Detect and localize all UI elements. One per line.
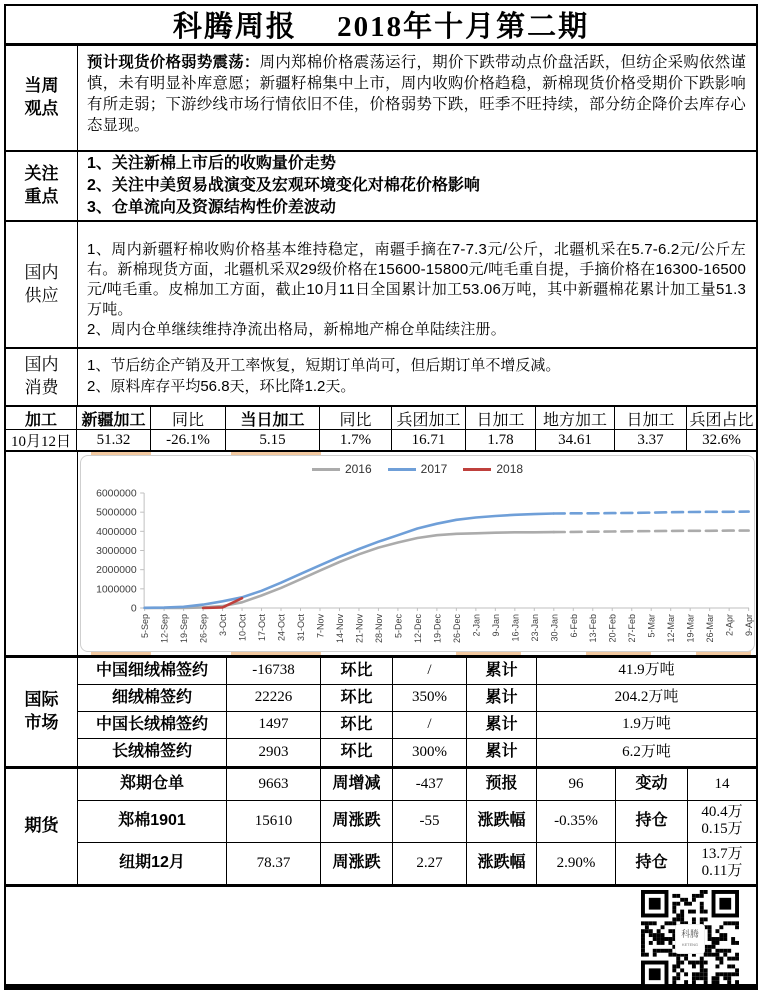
fut-cell: 14 <box>688 769 756 801</box>
proc-header: 加工 <box>6 407 77 430</box>
intl-cell: -16738 <box>227 658 321 685</box>
svg-text:19-Mar: 19-Mar <box>685 614 696 643</box>
fut-cell: -55 <box>393 801 467 843</box>
proc-cell: 51.32 <box>77 430 151 450</box>
supply-item: 1、周内新疆籽棉收购价格基本维持稳定，南疆手摘在7-7.3元/公斤，北疆机采在5.7-6.2元/公斤左右。新棉现货方面，北疆机采双29级价格在15600-15800元/吨毛重自提，手摘价格在16300-16500元/吨毛重。皮棉加工方面，截止10月11日全国累计加工53.06万吨，其中新疆棉花累计加工量51.3万吨。 <box>87 241 746 318</box>
label-domestic-supply: 国内供应 <box>6 222 78 347</box>
futures-table <box>78 769 756 884</box>
svg-text:6-Feb: 6-Feb <box>568 614 579 638</box>
svg-text:10-Oct: 10-Oct <box>237 614 248 642</box>
svg-text:1000000: 1000000 <box>96 584 137 596</box>
intl-cell: 环比 <box>321 739 393 766</box>
fut-cell: 周增减 <box>321 769 393 801</box>
svg-text:2-Jan: 2-Jan <box>471 614 482 637</box>
proc-cell: 32.6% <box>702 431 741 448</box>
proc-cell: 5.15 <box>226 430 320 450</box>
intl-cell: 204.2万吨 <box>537 685 756 712</box>
fut-cell: -0.35% <box>537 801 616 843</box>
intl-cell: 中国细绒棉签约 <box>78 658 227 685</box>
section-focus-points <box>6 152 756 222</box>
legend-item-2018: 2018 <box>463 462 523 476</box>
intl-cell: 中国长绒棉签约 <box>78 712 227 739</box>
label-international-market: 国际市场 <box>6 658 78 766</box>
proc-header: 同比 <box>320 407 392 430</box>
intl-cell: 细绒棉签约 <box>78 685 227 712</box>
chart-area <box>78 452 756 655</box>
svg-text:5-Sep: 5-Sep <box>140 614 151 639</box>
svg-text:3000000: 3000000 <box>96 545 137 558</box>
footer <box>6 887 756 984</box>
processing-table <box>6 407 756 452</box>
section-futures <box>6 769 756 887</box>
svg-text:3-Oct: 3-Oct <box>218 614 229 637</box>
svg-text:12-Dec: 12-Dec <box>412 614 423 644</box>
fut-cell: 2.27 <box>393 843 467 885</box>
svg-text:30-Jan: 30-Jan <box>549 614 560 642</box>
fut-cell: 9663 <box>227 769 321 801</box>
fut-cell: 纽期12月 <box>78 843 227 885</box>
svg-text:28-Nov: 28-Nov <box>373 614 384 644</box>
label-weekly-viewpoint: 当周观点 <box>6 46 78 150</box>
svg-text:16-Jan: 16-Jan <box>510 614 521 642</box>
focus-item: 2、关注中美贸易战演变及宏观环境变化对棉花价格影响 <box>87 177 480 194</box>
proc-header: 新疆加工 <box>77 407 151 430</box>
section-weekly-viewpoint <box>6 46 756 152</box>
intl-cell: 41.9万吨 <box>537 658 756 685</box>
intl-cell: 累计 <box>467 658 537 685</box>
svg-text:7-Nov: 7-Nov <box>315 614 326 639</box>
svg-text:26-Dec: 26-Dec <box>451 614 462 644</box>
report-frame <box>4 4 758 990</box>
svg-text:2-Apr: 2-Apr <box>724 614 735 637</box>
proc-header: 当日加工 <box>226 407 320 430</box>
proc-header: 日加工 <box>615 407 687 430</box>
svg-text:23-Jan: 23-Jan <box>529 614 540 642</box>
fut-cell: -437 <box>393 769 467 801</box>
legend-swatch-2018 <box>463 468 491 471</box>
svg-text:26-Mar: 26-Mar <box>705 614 716 643</box>
fut-cell: 96 <box>537 769 616 801</box>
intl-cell: / <box>393 712 467 739</box>
focus-item: 1、关注新棉上市后的收购量价走势 <box>87 155 336 172</box>
proc-cell: -26.1% <box>151 430 226 450</box>
fut-cell: 15610 <box>227 801 321 843</box>
section-domestic-supply <box>6 222 756 349</box>
svg-text:27-Feb: 27-Feb <box>627 614 638 643</box>
fut-cell: 涨跌幅 <box>467 801 537 843</box>
intl-cell: 累计 <box>467 712 537 739</box>
svg-text:17-Oct: 17-Oct <box>257 614 268 642</box>
weekly-viewpoint-body <box>78 46 756 150</box>
viewpoint-text: 周内郑棉价格震荡运行，期价下跌带动点价盘活跃，但纺企采购依然谨慎，未有明显补库意愿；新疆籽棉集中上市，周内收购价格趋稳，新棉现货价格受期价下跌影响有所走弱；下游纱线市场行情依旧不佳，价格弱势下跌，旺季不旺持续，部分纺企降价去库存心态显现。 <box>87 54 746 134</box>
fut-cell-position: 40.4万 0.15万 <box>688 801 756 843</box>
svg-text:KETENG: KETENG <box>681 941 699 947</box>
intl-cell: / <box>393 658 467 685</box>
intl-cell: 环比 <box>321 712 393 739</box>
intl-cell: 350% <box>393 685 467 712</box>
svg-text:4000000: 4000000 <box>96 526 137 538</box>
legend-swatch-2017 <box>388 468 416 471</box>
svg-text:14-Nov: 14-Nov <box>334 614 345 644</box>
proc-cell: 1.7% <box>320 430 392 450</box>
svg-text:5-Dec: 5-Dec <box>393 614 404 639</box>
proc-header: 同比 <box>151 407 226 430</box>
fut-cell: 郑棉1901 <box>78 801 227 843</box>
proc-header: 地方加工 <box>536 407 615 430</box>
fut-cell: 2.90% <box>537 843 616 885</box>
proc-cell: 3.37 <box>615 430 687 450</box>
label-focus-points: 关注重点 <box>6 152 78 220</box>
svg-text:6000000: 6000000 <box>96 488 137 500</box>
chart-row <box>6 452 756 658</box>
intl-cell: 6.2万吨 <box>622 743 671 760</box>
fut-cell: 变动 <box>616 769 688 801</box>
proc-cell: 1.78 <box>466 430 536 450</box>
legend-item-2016: 2016 <box>312 462 372 476</box>
fut-cell: 持仓 <box>616 801 688 843</box>
svg-text:0: 0 <box>130 603 137 615</box>
focus-item: 3、仓单流向及资源结构性价差波动 <box>87 199 336 216</box>
legend-swatch-2016 <box>312 468 340 471</box>
focus-points-body <box>78 152 756 220</box>
proc-cell: 34.61 <box>536 430 615 450</box>
intl-cell: 累计 <box>467 685 537 712</box>
fut-cell: 预报 <box>467 769 537 801</box>
consumption-item: 1、节后纺企产销及开工率恢复，短期订单尚可，但后期订单不增反减。 <box>87 357 561 374</box>
svg-text:19-Sep: 19-Sep <box>179 614 190 644</box>
label-futures: 期货 <box>6 769 78 884</box>
svg-text:5000000: 5000000 <box>96 507 137 519</box>
domestic-consumption-body <box>78 349 756 405</box>
svg-text:21-Nov: 21-Nov <box>354 614 365 644</box>
svg-text:5-Mar: 5-Mar <box>646 614 657 638</box>
chart-left-spacer <box>6 452 78 655</box>
svg-text:19-Dec: 19-Dec <box>432 614 443 644</box>
domestic-supply-body <box>78 222 756 347</box>
svg-text:9-Apr: 9-Apr <box>744 614 754 637</box>
fut-cell: 周涨跌 <box>321 801 393 843</box>
qr-code <box>641 890 739 988</box>
svg-text:12-Sep: 12-Sep <box>159 614 170 644</box>
svg-text:24-Oct: 24-Oct <box>276 614 287 642</box>
international-table <box>78 658 756 766</box>
intl-cell: 300% <box>393 739 467 766</box>
intl-cell: 1497 <box>227 712 321 739</box>
svg-text:2000000: 2000000 <box>96 565 137 577</box>
intl-cell: 2903 <box>227 739 321 766</box>
fut-cell: 周涨跌 <box>321 843 393 885</box>
chart-legend <box>81 462 754 476</box>
intl-cell: 环比 <box>321 658 393 685</box>
svg-text:12-Mar: 12-Mar <box>666 614 677 643</box>
intl-cell: 长绒棉签约 <box>78 739 227 766</box>
fut-cell: 涨跌幅 <box>467 843 537 885</box>
label-domestic-consumption: 国内消费 <box>6 349 78 405</box>
line-chart-svg <box>81 456 754 651</box>
fut-cell: 郑期仓单 <box>78 769 227 801</box>
intl-cell: 1.9万吨 <box>537 712 756 739</box>
section-international-market <box>6 658 756 769</box>
svg-text:13-Feb: 13-Feb <box>588 614 599 643</box>
fut-cell: 78.37 <box>227 843 321 885</box>
svg-text:31-Oct: 31-Oct <box>295 614 306 642</box>
intl-cell: 22226 <box>227 685 321 712</box>
section-domestic-consumption <box>6 349 756 407</box>
proc-cell: 16.71 <box>392 430 466 450</box>
fut-cell: 持仓 <box>616 843 688 885</box>
proc-header: 日加工 <box>466 407 536 430</box>
legend-item-2017: 2017 <box>388 462 448 476</box>
viewpoint-lead: 预计现货价格弱势震荡： <box>87 54 260 71</box>
title-row <box>6 6 756 46</box>
proc-header: 兵团占比 <box>687 407 756 430</box>
intl-cell: 环比 <box>321 685 393 712</box>
svg-text:9-Jan: 9-Jan <box>490 614 501 637</box>
svg-text:26-Sep: 26-Sep <box>198 614 209 644</box>
page-title: 科腾周报 2018年十月第二期 <box>172 11 590 43</box>
proc-header: 兵团加工 <box>392 407 466 430</box>
cumulative-processing-chart <box>80 455 755 652</box>
fut-cell-position: 13.7万 0.11万 <box>701 846 743 880</box>
intl-cell: 累计 <box>467 739 537 766</box>
svg-text:科腾: 科腾 <box>681 929 699 940</box>
consumption-item: 2、原料库存平均56.8天，环比降1.2天。 <box>87 378 356 395</box>
proc-cell-date: 10月12日 <box>6 430 77 450</box>
svg-text:20-Feb: 20-Feb <box>607 614 618 643</box>
supply-item: 2、周内仓单继续维持净流出格局，新棉地产棉仓单陆续注册。 <box>87 321 506 338</box>
